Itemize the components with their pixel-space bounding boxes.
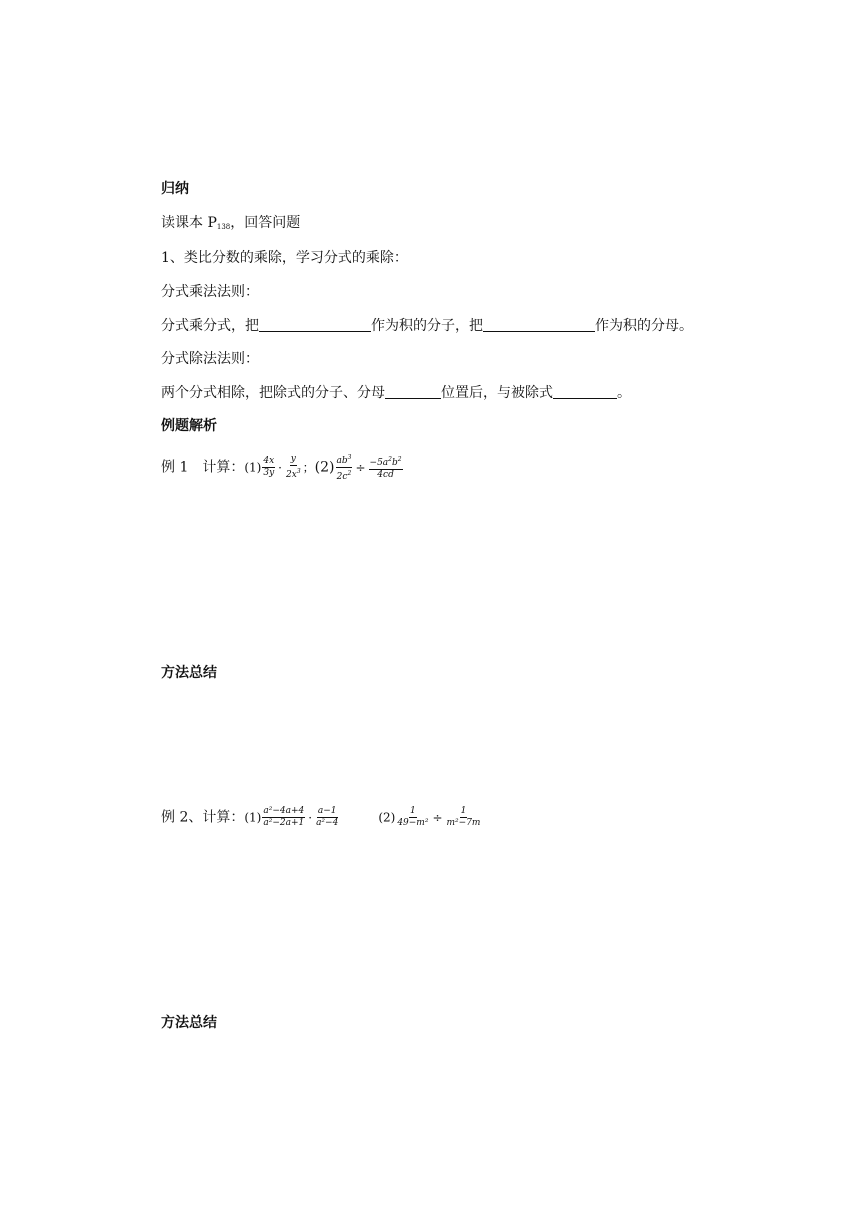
div-rule-sentence: [161, 384, 631, 402]
fraction-denominator: 3y: [263, 468, 275, 478]
fraction-numerator: $-5a^2b^2$: [369, 456, 402, 468]
example-1-part1-label: (1): [244, 460, 262, 475]
div-rule-part3: 。: [617, 385, 631, 401]
fraction-denominator: m²−7m: [446, 818, 481, 828]
read-prefix: 读课本 P: [161, 215, 217, 231]
fraction-denominator: a²−4: [316, 818, 339, 828]
div-rule-part1: 两个分式相除，把除式的分子、分母: [161, 385, 385, 401]
denominator-blank[interactable]: [483, 317, 595, 332]
example-2-part2-label: (2): [378, 810, 396, 825]
item-1: 1、类比分数的乘除，学习分式的乘除：: [161, 250, 408, 266]
divide-sign: ÷: [432, 810, 443, 825]
example-1: [161, 452, 404, 483]
div-rule-part2: 位置后，与被除式: [441, 385, 553, 401]
example-2-label: 例 2、计算：: [161, 809, 245, 826]
fraction-denominator: $2c^2$: [336, 470, 352, 482]
mult-rule-sentence: [161, 317, 693, 335]
fraction-numerator: a²−4a+4: [263, 806, 305, 816]
example-2-part1-label: (1): [244, 810, 262, 825]
div-rule-title: 分式除法法则：: [161, 351, 259, 367]
example-2: [161, 806, 482, 829]
fraction-numerator: $ab^3$: [336, 454, 352, 466]
heading-examples: 例题解析: [161, 418, 217, 434]
multiply-dot: ·: [278, 460, 282, 475]
mult-rule-title: 分式乘法法则：: [161, 284, 259, 300]
fraction-numerator: 1: [410, 806, 416, 816]
example-1-fraction-d: [369, 454, 403, 481]
fraction-denominator: $2x^3$: [286, 468, 301, 480]
separator: ；: [302, 460, 315, 475]
fraction-numerator: a−1: [317, 806, 337, 816]
read-textbook-line: [161, 214, 300, 236]
example-1-fraction-a: [262, 456, 275, 479]
example-1-fraction-c: [336, 452, 353, 483]
fraction-numerator: y: [290, 454, 296, 464]
fraction-denominator: a²−2a+1: [263, 818, 305, 828]
mult-rule-part2: 作为积的分子，把: [371, 318, 483, 334]
page-subscript: 138: [216, 223, 231, 231]
fraction-numerator: 1: [460, 806, 467, 816]
heading-method-summary-1: 方法总结: [161, 665, 217, 681]
heading-method-summary-2: 方法总结: [161, 1015, 217, 1031]
mult-rule-part3: 作为积的分母。: [595, 318, 693, 334]
example-1-part2-label: (2): [314, 459, 335, 476]
example-2-fraction-b: [315, 806, 339, 829]
example-2-fraction-a: [262, 806, 305, 829]
fraction-denominator: 49−m²: [397, 818, 429, 828]
fraction-numerator: 4x: [263, 456, 275, 466]
example-2-fraction-c: [396, 806, 429, 829]
divide-sign: ÷: [355, 460, 366, 475]
example-1-fraction-b: [285, 454, 302, 481]
swap-blank[interactable]: [385, 384, 441, 399]
mult-rule-part1: 分式乘分式，把: [161, 318, 259, 334]
heading-induction: 归纳: [161, 181, 189, 197]
multiply-dot: ·: [308, 810, 313, 825]
read-suffix: ，回答问题: [230, 215, 301, 231]
operation-blank[interactable]: [553, 384, 617, 399]
example-1-label: 例 1 计算：: [161, 459, 245, 476]
numerator-blank[interactable]: [259, 317, 371, 332]
fraction-denominator: 4cd: [377, 470, 394, 480]
example-2-fraction-d: [446, 806, 482, 829]
